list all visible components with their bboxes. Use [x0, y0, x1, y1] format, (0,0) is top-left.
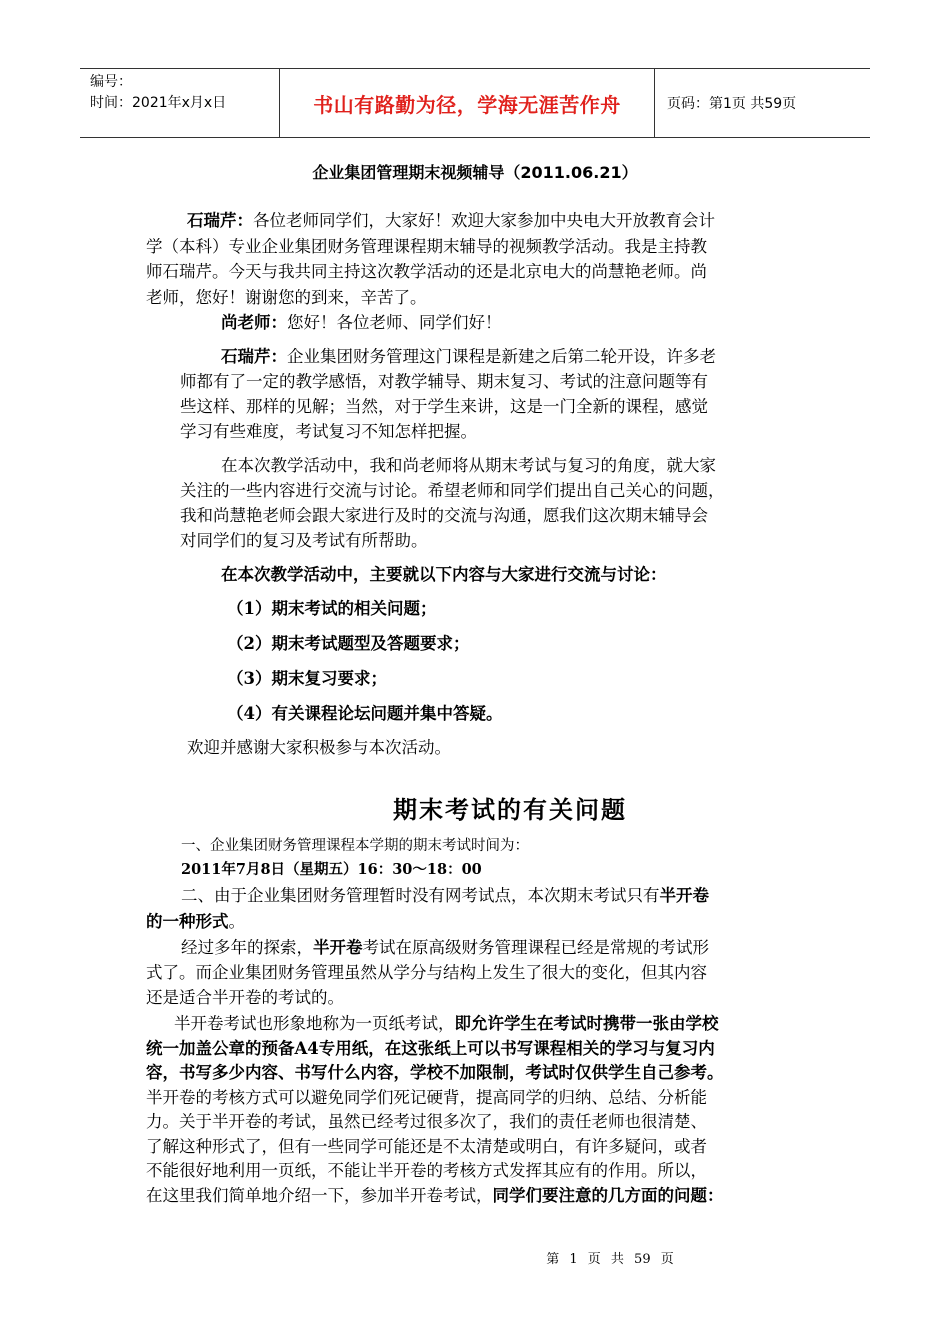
- header-meta-cell: [80, 69, 280, 137]
- intro-p1-line2: 学（本科）专业企业集团财务管理课程期末辅导的视频教学活动。我是主持教: [146, 237, 707, 256]
- line-text: 您好！各位老师、同学们好！: [287, 313, 502, 332]
- exam-time: 2011年7月8日（星期五）16：30～18：00: [181, 861, 482, 878]
- half-open-line8: [146, 1184, 724, 1208]
- intro-p1-line4: 老师，您好！谢谢您的到来，辛苦了。: [146, 288, 427, 307]
- half-open-line2: 统一加盖公章的预备A4专用纸，在这张纸上可以书写课程相关的学习与复习内: [146, 1039, 715, 1058]
- time-label: 时间：2021年x月x日: [90, 95, 227, 111]
- intro-p1-line1: [187, 209, 715, 233]
- intro-p4-line4: 对同学们的复习及考试有所帮助。: [180, 531, 428, 550]
- document-title: 企业集团管理期末视频辅导（2011.06.21）: [312, 163, 638, 182]
- line-text: 经过多年的探索，: [181, 938, 313, 957]
- welcome-text: 欢迎并感谢大家积极参与本次活动。: [187, 738, 451, 757]
- page-header: [80, 68, 870, 138]
- intro-p3-line3: 些这样、那样的见解；当然，对于学生来讲，这是一门全新的课程，感觉: [180, 397, 708, 416]
- section-item-1: 一、企业集团财务管理课程本学期的期末考试时间为：: [181, 838, 529, 854]
- topic-item-3: （3）期末复习要求；: [227, 669, 387, 688]
- emphasis-text: 同学们要注意的几方面的问题：: [492, 1186, 724, 1205]
- intro-p3-line1: [221, 345, 716, 369]
- section-item-2-line2: [146, 910, 245, 934]
- exp-line2: 式了。而企业集团财务管理虽然从学分与结构上发生了很大的变化，但其内容: [146, 963, 707, 982]
- page-footer: [0, 1248, 950, 1267]
- section-item-2-line1: [181, 884, 709, 908]
- half-open-line1: [174, 1012, 719, 1036]
- section-title: 期末考试的有关问题: [393, 795, 627, 824]
- half-open-line5: 力。关于半开卷的考试，虽然已经考过很多次了，我们的责任老师也很清楚、: [146, 1112, 707, 1131]
- motto-text: 书山有路勤为径，学海无涯苦作舟: [313, 92, 621, 117]
- half-open-line6: 了解这种形式了，但有一些同学可能还是不太清楚或明白，有许多疑问，或者: [146, 1137, 707, 1156]
- line-text: 。: [228, 912, 245, 931]
- half-open-line7: 不能很好地利用一页纸，不能让半开卷的考核方式发挥其应有的作用。所以，: [146, 1161, 707, 1180]
- topic-item-2: （2）期末考试题型及答题要求；: [227, 634, 470, 653]
- number-label: 编号：: [90, 74, 132, 90]
- emphasis-text: 即允许学生在考试时携带一张由学校: [454, 1014, 719, 1033]
- emphasis-text: 的一种形式: [146, 912, 229, 931]
- line-text: 二、由于企业集团财务管理暂时没有网考试点，本次期末考试只有: [181, 886, 660, 905]
- emphasis-text: 半开卷: [313, 938, 363, 957]
- exp-line1: [181, 936, 709, 960]
- intro-p4-line3: 我和尚慧艳老师会跟大家进行及时的交流与沟通，愿我们这次期末辅导会: [180, 506, 708, 525]
- intro-p3-line2: 师都有了一定的教学感悟，对教学辅导、期末复习、考试的注意问题等有: [180, 372, 708, 391]
- intro-p1-line3: 师石瑞芹。今天与我共同主持这次教学活动的还是北京电大的尚慧艳老师。尚: [146, 262, 707, 281]
- topics-lead: 在本次教学活动中，主要就以下内容与大家进行交流与讨论：: [221, 565, 667, 584]
- half-open-line4: 半开卷的考核方式可以避免同学们死记硬背，提高同学的归纳、总结、分析能: [146, 1088, 707, 1107]
- header-motto-cell: [280, 69, 655, 137]
- topic-item-1: （1）期末考试的相关问题；: [227, 599, 437, 618]
- footer-text: 第 1 页 共 59 页: [546, 1252, 674, 1267]
- line-text: 考试在原高级财务管理课程已经是常规的考试形: [362, 938, 709, 957]
- speaker-label: 石瑞芹：: [187, 211, 253, 230]
- line-text: 企业集团财务管理这门课程是新建之后第二轮开设，许多老: [287, 347, 716, 366]
- exp-line3: 还是适合半开卷的考试的。: [146, 988, 344, 1007]
- half-open-line3: 容，书写多少内容、书写什么内容，学校不加限制，考试时仅供学生自己参考。: [146, 1063, 724, 1082]
- intro-p3-line4: 学习有些难度，考试复习不知怎样把握。: [180, 422, 477, 441]
- intro-p2-line1: [221, 311, 502, 335]
- header-page-info: 页码：第1页 共59页: [667, 96, 797, 112]
- intro-p4-line2: 关注的一些内容进行交流与讨论。希望老师和同学们提出自己关心的问题，: [180, 481, 725, 500]
- intro-p4-line1: 在本次教学活动中，我和尚老师将从期末考试与复习的角度，就大家: [221, 456, 716, 475]
- line-text: 半开卷考试也形象地称为一页纸考试，: [174, 1014, 455, 1033]
- line-text: 在这里我们简单地介绍一下，参加半开卷考试，: [146, 1186, 493, 1205]
- speaker-label: 石瑞芹：: [221, 347, 287, 366]
- line-text: 各位老师同学们，大家好！欢迎大家参加中央电大开放教育会计: [253, 211, 715, 230]
- emphasis-text: 半开卷: [659, 886, 709, 905]
- speaker-label: 尚老师：: [221, 313, 287, 332]
- topic-item-4: （4）有关课程论坛问题并集中答疑。: [227, 704, 503, 723]
